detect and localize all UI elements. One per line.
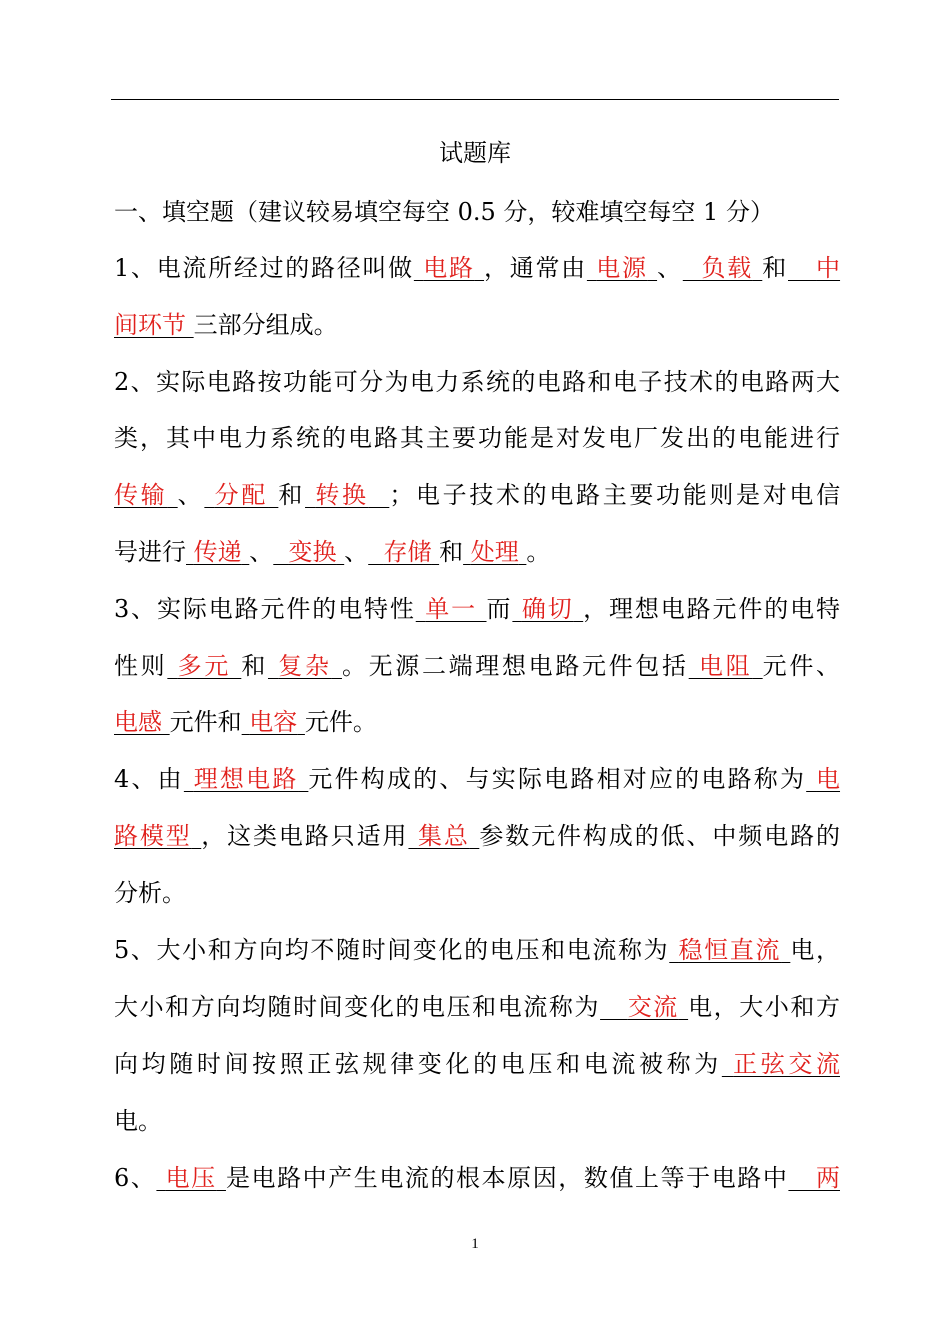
answer-blank: 稳恒直流: [678, 936, 782, 964]
answer-blank: 电容: [249, 708, 298, 736]
answer-blank: 多元: [177, 652, 231, 680]
answer-blank: 分配: [214, 481, 269, 509]
answer-blank: 电源: [596, 254, 648, 282]
question-5-line-1: 5、大小和方向均不随时间变化的电压和电流称为 稳恒直流 电，: [114, 936, 840, 964]
answer-blank: 两: [816, 1164, 840, 1192]
answer-blank: 处理: [470, 538, 519, 566]
question-3-line-2: 性则 多元 和 复杂 。无源二端理想电路元件包括 电阻 元件、: [114, 652, 840, 680]
question-4-line-1: 4、由 理想电路 元件构成的、与实际电路相对应的电路称为 电: [114, 765, 841, 793]
question-2-line-3: 传输 、 分配 和 转换 ；电子技术的电路主要功能则是对电信: [114, 481, 841, 509]
answer-blank: 电阻: [699, 652, 753, 680]
answer-blank: 交流: [627, 993, 679, 1021]
answer-blank: 电压: [165, 1164, 217, 1192]
question-1-line-2: 间环节 三部分组成。: [114, 311, 338, 339]
question-1-line-1: 1、电流所经过的路径叫做 电路 ，通常由 电源 、 负载 和 中: [114, 254, 841, 282]
answer-blank: 变换: [288, 538, 337, 566]
answer-blank: 理想电路: [193, 765, 299, 793]
answer-blank: 正弦交流: [733, 1050, 840, 1078]
answer-blank: 中: [816, 254, 841, 282]
question-3-line-1: 3、实际电路元件的电特性 单一 而 确切 ，理想电路元件的电特: [114, 595, 841, 623]
answer-blank: 路模型: [114, 822, 192, 850]
answer-blank: 间环节: [114, 311, 186, 339]
answer-blank: 集总: [417, 822, 470, 850]
question-4-line-2: 路模型 ，这类电路只适用 集总 参数元件构成的低、中频电路的: [114, 822, 841, 850]
question-5-line-3: 向均随时间按照正弦规律变化的电压和电流被称为 正弦交流: [114, 1050, 840, 1078]
answer-blank: 电路: [423, 254, 475, 282]
question-4-line-3: 分析。: [114, 879, 186, 907]
answer-blank: 电感: [114, 708, 162, 736]
answer-blank: 转换: [315, 481, 369, 509]
question-6-line-1: 6、 电压 是电路中产生电流的根本原因，数值上等于电路中 两: [114, 1164, 840, 1192]
answer-blank: 单一: [425, 595, 477, 623]
question-2-line-1: 2、实际电路按功能可分为电力系统的电路和电子技术的电路两大: [114, 368, 840, 396]
question-5-line-2: 大小和方向均随时间变化的电压和电流称为 交流 电，大小和方: [114, 993, 841, 1021]
answer-blank: 确切: [521, 595, 574, 623]
answer-blank: 复杂: [278, 652, 332, 680]
answer-blank: 传输: [114, 481, 168, 509]
question-2-line-4: 号进行 传递 、 变换 、 存储 和 处理 。: [114, 538, 551, 566]
page-number: 1: [471, 1236, 479, 1252]
answer-blank: 存储: [383, 538, 432, 566]
answer-blank: 负载: [701, 254, 753, 282]
answer-blank: 传递: [193, 538, 242, 566]
section-heading: 一、填空题（建议较易填空每空 0.5 分，较难填空每空 1 分）: [114, 198, 774, 226]
question-3-line-3: 电感 元件和 电容 元件。: [114, 708, 377, 736]
question-2-line-2: 类，其中电力系统的电路其主要功能是对发电厂发出的电能进行: [114, 424, 840, 452]
page-title: 试题库: [439, 139, 511, 167]
question-5-line-4: 电。: [114, 1107, 162, 1135]
header-rule: [111, 99, 839, 100]
answer-blank: 电: [816, 765, 841, 793]
